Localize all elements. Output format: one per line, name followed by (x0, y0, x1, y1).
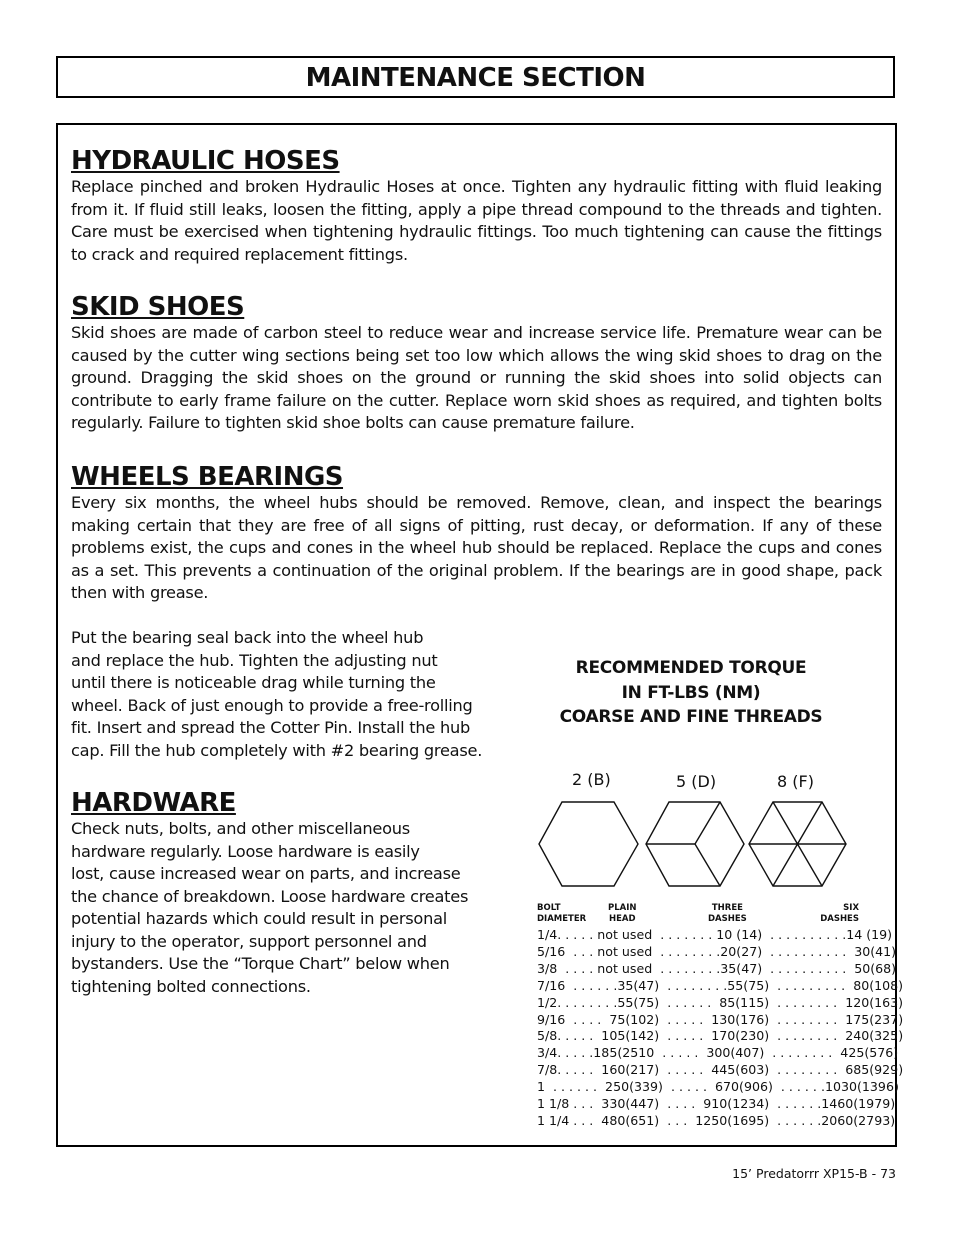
grade-2-label: 2 (B) (572, 770, 611, 789)
plain-head-hex-icon (539, 802, 638, 886)
wheels-bearings-text-2: Put the bearing seal back into the wheel hub and replace the hub. Tighten the adjusting nut until there is noticeable drag while turning the wheel. Back of just enough to provide a free-rolling fit. Insert and spread the Cotter Pin. Install the hub cap. Fill the hub completely with #2 bearing grease. (71, 628, 483, 760)
hydraulic-hoses-heading: HYDRAULIC HOSES (71, 146, 340, 176)
torque-table (537, 927, 903, 1130)
grade-5-label: 5 (D) (676, 772, 717, 791)
table-row: 1/2. . . . . . . .55(75) . . . . . . 85(115) . . . . . . . . 120(163) (537, 994, 904, 1010)
page-title: MAINTENANCE SECTION (305, 63, 646, 93)
six-dash-hex-icon (749, 802, 846, 886)
section-header (56, 56, 895, 98)
plain-head-header: PLAIN HEAD (608, 903, 637, 924)
grade-8-label: 8 (F) (777, 772, 814, 791)
hardware-heading: HARDWARE (71, 788, 236, 818)
hydraulic-hoses-text: Replace pinched and broken Hydraulic Hoses at once. Tighten any hydraulic fitting with fluid leaking from it. If fluid still leaks, loosen the fitting, apply a pipe thread compound to the threads and tighten. Care must be exercised when tightening hydraulic fittings. Too much tightening can cause the fittings to crack and required replacement fittings. (71, 177, 882, 264)
table-row: 3/4. . . . .185(2510 . . . . . 300(407) . . . . . . . . 425(576) (537, 1045, 899, 1061)
wheels-bearings-text: Every six months, the wheel hubs should be removed. Remove, clean, and inspect the bearings making certain that they are free of all signs of pitting, rust decay, or deformation. If any of these problems exist, the cups and cones in the wheel hub should be replaced. Replace the cups and cones as a set. This prevents a continuation of the original problem. If the bearings are in good shape, pack then with grease. (71, 493, 882, 602)
table-row: 7/8. . . . . 160(217) . . . . . 445(603) . . . . . . . . 685(929) (537, 1062, 904, 1078)
hardware-text: Check nuts, bolts, and other miscellaneous hardware regularly. Loose hardware is easily lost, cause increased wear on parts, and increase the chance of breakdown. Loose hardware creates potential hazards which could result in personal injury to the operator, support personnel and bystanders. Use the “Torque Chart” below when tightening bolted connections. (71, 819, 469, 996)
bolt-head-diagrams (536, 796, 866, 892)
table-row: 5/8. . . . . 105(142) . . . . . 170(230) . . . . . . . . 240(325) (537, 1028, 904, 1044)
three-dashes-header: THREE DASHES (708, 903, 747, 924)
table-row: 1/4. . . . . not used . . . . . . . 10 (14) . . . . . . . . . .14 (19) (537, 927, 893, 942)
torque-chart-title: RECOMMENDED TORQUE IN FT-LBS (NM) COARSE AND FINE THREADS (559, 658, 823, 727)
table-row: 7/16 . . . . . .35(47) . . . . . . . .55(75) . . . . . . . . . 80(108) (537, 977, 904, 993)
skid-shoes-heading: SKID SHOES (71, 292, 245, 322)
table-row: 3/8 . . . . not used . . . . . . . .35(47) . . . . . . . . . . 50(68) (537, 960, 897, 976)
table-row: 9/16 . . . . 75(102) . . . . . 130(176) . . . . . . . . 175(237) (537, 1011, 904, 1027)
three-dash-hex-icon (646, 802, 744, 886)
page-footer: 15’ Predatorrr XP15-B - 73 (732, 1166, 896, 1181)
bolt-diameter-header: BOLT DIAMETER (537, 903, 587, 924)
table-row: 1 1/4 . . . 480(651) . . . 1250(1695) . . . . . .2060(2793) (537, 1112, 896, 1128)
skid-shoes-text: Skid shoes are made of carbon steel to reduce wear and increase service life. Premature wear can be caused by the cutter wing sections being set too low which allows the wing skid shoes to drag on the ground. Dragging the skid shoes on the ground or running the skid shoes into solid objects can contribute to early frame failure on the cutter. Replace worn skid shoes as required, and tighten bolts regularly. Failure to tighten skid shoe bolts can cause premature failure. (71, 323, 882, 432)
table-row: 1 . . . . . . 250(339) . . . . . 670(906) . . . . . .1030(1396) (537, 1079, 899, 1095)
table-row: 5/16 . . . not used . . . . . . . .20(27) . . . . . . . . . . 30(41) (537, 943, 897, 959)
table-row: 1 1/8 . . . 330(447) . . . . 910(1234) . . . . . .1460(1979) (537, 1096, 896, 1112)
wheels-bearings-heading: WHEELS BEARINGS (71, 462, 344, 492)
six-dashes-header: SIX DASHES (820, 903, 859, 924)
